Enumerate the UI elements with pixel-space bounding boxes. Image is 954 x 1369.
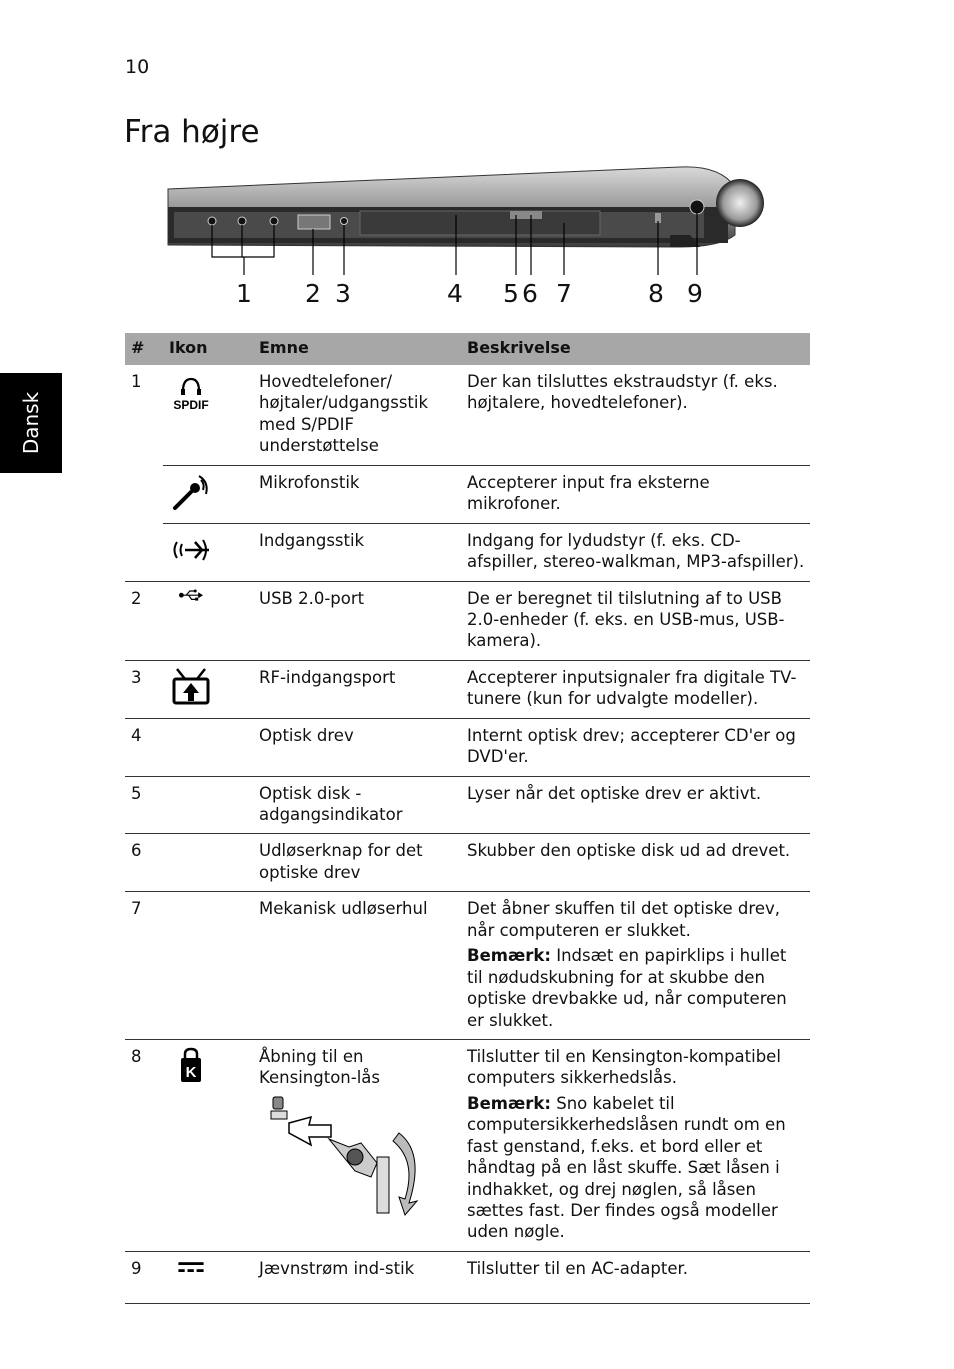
row-desc: De er beregnet til tilslutning af to USB 2.0-enheder (f. eks. en USB-mus, USB-kamera). [461, 581, 810, 660]
row-desc: Der kan tilsluttes ekstraudstyr (f. eks. højtalere, hovedtelefoner). [467, 372, 778, 413]
row-num [125, 465, 163, 523]
table-row [125, 776, 810, 834]
dc-in-icon [169, 1258, 213, 1286]
header-emne: Emne [253, 333, 461, 365]
row-emne: Optisk disk - adgangsindikator [253, 776, 461, 834]
note-text: Sno kabelet til computersikkerhedslåsen rundt om en fast genstand, f.eks. et bord eller et håndtag på en låst skuffe. Sæt låsen i indhakket, og drej nøglen, så låsen sættes fast. Der findes også modeller uden nøgle. [467, 1093, 786, 1242]
usb-icon [169, 588, 213, 612]
note-label: Bemærk: [467, 1093, 551, 1113]
header-num: # [125, 333, 163, 365]
row-desc: Accepterer inputsignaler fra digitale TV-tunere (kun for udvalgte modeller). [461, 660, 810, 718]
note [467, 1093, 806, 1243]
language-tab [0, 373, 62, 473]
language-tab-label: Dansk [19, 391, 43, 455]
table-row [125, 1251, 810, 1303]
table-row [125, 660, 810, 718]
row-emne: RF-indgangsport [253, 660, 461, 718]
callout-8: 8 [648, 279, 664, 308]
row-emne: Mekanisk udløserhul [253, 892, 461, 1040]
row-desc: Tilslutter til en Kensington-kompatibel computers sikkerhedslås. [467, 1046, 781, 1088]
callout-7: 7 [556, 279, 572, 308]
row-emne: Optisk drev [253, 718, 461, 776]
table-row [125, 581, 810, 660]
row-num: 1 [131, 372, 142, 391]
page-title: Fra højre [124, 114, 260, 150]
row-desc: Tilslutter til en AC-adapter. [461, 1251, 810, 1303]
ports-table [125, 333, 810, 1304]
table-row [125, 834, 810, 892]
row-num: 5 [125, 776, 163, 834]
header-beskrivelse: Beskrivelse [461, 333, 810, 365]
callout-6: 6 [522, 279, 538, 308]
table-row [125, 523, 810, 581]
row-num: 7 [125, 892, 163, 1040]
row-num: 9 [125, 1251, 163, 1303]
line-in-icon [169, 530, 213, 570]
table-row [125, 465, 810, 523]
row-num [125, 523, 163, 581]
callout-3: 3 [335, 279, 351, 308]
table-header-row [125, 333, 810, 365]
table-row [125, 1039, 810, 1251]
rf-antenna-icon [169, 667, 213, 707]
row-desc: Internt optisk drev; accepterer CD'er og DVD'er. [461, 718, 810, 776]
row-desc: Det åbner skuffen til det optiske drev, når computeren er slukket. [467, 899, 780, 940]
svg-text:K: K [185, 1063, 197, 1081]
header-icon: Ikon [163, 333, 253, 365]
microphone-icon [169, 472, 213, 512]
callout-4: 4 [447, 279, 463, 308]
row-desc: Indgang for lydudstyr (f. eks. CD-afspiller, stereo-walkman, MP3-afspiller). [461, 523, 810, 581]
spdif-label: SPDIF [173, 398, 209, 411]
row-emne: Åbning til en Kensington-lås [259, 1046, 380, 1088]
note-label: Bemærk: [467, 946, 551, 966]
row-desc: Skubber den optiske disk ud ad drevet. [461, 834, 810, 892]
note-text: Indsæt en papirklips i hullet til nødudskubning for at skubbe den optiske drevbakke ud, når computeren er slukket. [467, 946, 787, 1030]
headphone-spdif-icon [169, 371, 213, 411]
row-emne: Hovedtelefoner/ højtaler/udgangsstik med S/PDIF understøttelse [259, 372, 429, 456]
note [467, 945, 806, 1031]
table-row [125, 892, 810, 1040]
row-emne: USB 2.0-port [253, 581, 461, 660]
callout-2: 2 [305, 279, 321, 308]
callout-1: 1 [236, 279, 252, 308]
table-row [125, 365, 810, 465]
kensington-lock-icon [169, 1046, 213, 1086]
row-num: 4 [125, 718, 163, 776]
row-num: 2 [125, 581, 163, 660]
row-num: 8 [125, 1039, 163, 1251]
page-number: 10 [125, 56, 150, 78]
callout-9: 9 [687, 279, 703, 308]
row-emne: Indgangsstik [253, 523, 461, 581]
row-desc: Lyser når det optiske drev er aktivt. [461, 776, 810, 834]
row-emne: Jævnstrøm ind-stik [253, 1251, 461, 1303]
kensington-lock-illustration [259, 1093, 429, 1223]
row-num: 3 [125, 660, 163, 718]
row-emne: Mikrofonstik [253, 465, 461, 523]
callout-5: 5 [503, 279, 519, 308]
row-desc: Accepterer input fra eksterne mikrofoner. [461, 465, 810, 523]
row-emne: Udløserknap for det optiske drev [253, 834, 461, 892]
row-num: 6 [125, 834, 163, 892]
table-row [125, 718, 810, 776]
